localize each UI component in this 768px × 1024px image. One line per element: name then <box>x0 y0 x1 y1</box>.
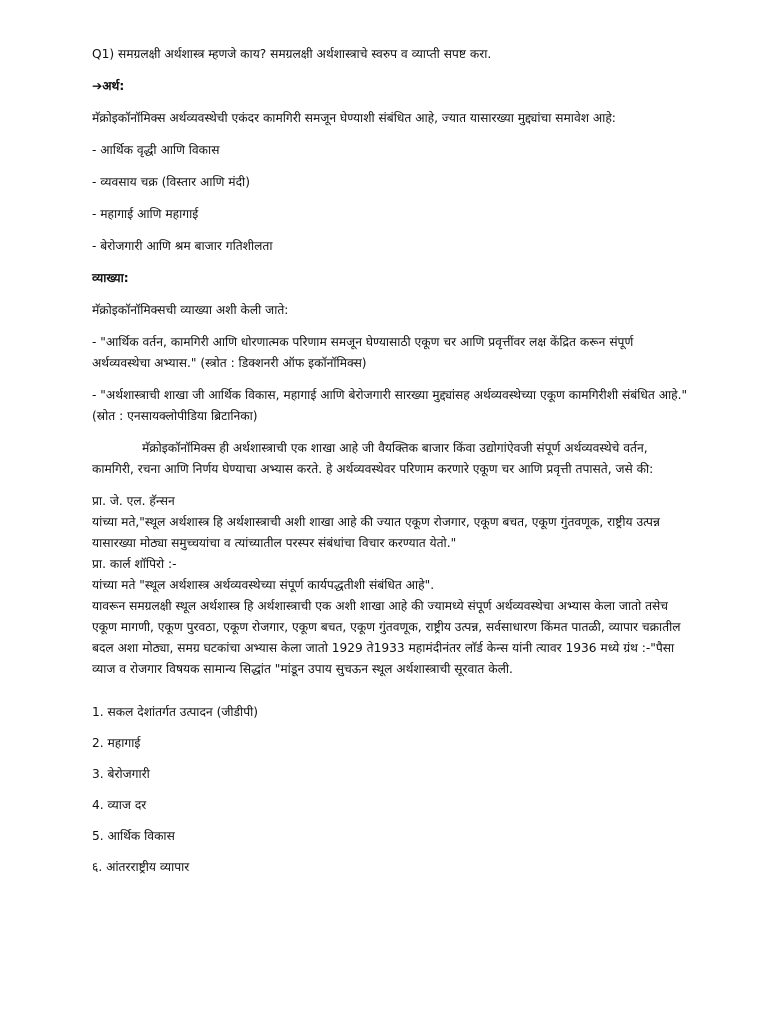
branch-paragraph: मॅक्रोइकॉनॉमिक्स ही अर्थशास्त्राची एक शाखा आहे जी वैयक्तिक बाजार किंवा उद्योगांऐवजी संपूर्ण अर्थव्यवस्थेचे वर्तन, कामगिरी, रचना आणि निर्णय घेण्याचा अभ्यास करते. हे अर्थव्यवस्थेवर परिणाम करणारे एकूण चर आणि प्रवृत्ती तपासते, जसे की: <box>92 441 654 476</box>
list-item: 4. व्याज दर <box>92 798 147 812</box>
shapiro-name: प्रा. कार्ल शॉपिरो :- <box>92 557 177 571</box>
meaning-heading-label: अर्थ: <box>102 79 125 93</box>
hansen-quote: यांच्या मते,"स्थूल अर्थशास्त्र हि अर्थशास्त्राची अशी शाखा आहे की ज्यात एकूण रोजगार, एकूण बचत, एकूण गुंतवणूक, राष्ट्रीय उत्पन्न यासारख्या मोठ्या समुच्चयांचा व त्यांच्यातील परस्पर संबंधांचा विचार करण्यात येतो." <box>92 515 660 550</box>
definition-item: - "अर्थशास्त्राची शाखा जी आर्थिक विकास, महागाई आणि बेरोजगारी सारख्या मुद्द्यांसह अर्थव्यवस्थेच्या एकूण कामगिरीशी संबंधित आहे." (स्रोत : एनसायक्लोपीडिया ब्रिटानिका) <box>92 388 688 423</box>
list-item: ६. आंतरराष्ट्रीय व्यापार <box>92 860 190 874</box>
spacer <box>92 680 688 702</box>
definition-heading: व्याख्या: <box>92 271 129 285</box>
arrow-icon: ➔ <box>92 79 103 93</box>
topic-item: - महागाई आणि महागाई <box>92 207 199 221</box>
topic-item: - बेरोजगारी आणि श्रम बाजार गतिशीलता <box>92 239 273 253</box>
topic-item: - व्यवसाय चक्र (विस्तार आणि मंदी) <box>92 175 250 189</box>
shapiro-quote: यांच्या मते "स्थूल अर्थशास्त्र अर्थव्यवस्थेच्या संपूर्ण कार्यपद्धतीशी संबंधित आहे". <box>92 578 435 592</box>
list-item: 1. सकल देशांतर्गत उत्पादन (जीडीपी) <box>92 705 259 719</box>
list-item: 3. बेरोजगारी <box>92 767 150 781</box>
definition-intro: मॅक्रोइकॉनॉमिक्सची व्याख्या अशी केली जाते: <box>92 303 289 317</box>
topic-item: - आर्थिक वृद्धी आणि विकास <box>92 143 220 157</box>
definition-item: - "आर्थिक वर्तन, कामगिरी आणि धोरणात्मक परिणाम समजून घेण्यासाठी एकूण चर आणि प्रवृत्तींवर लक्ष केंद्रित करून संपूर्ण अर्थव्यवस्थेचा अभ्यास." (स्त्रोत : डिक्शनरी ऑफ इकॉनॉमिक्स) <box>92 335 634 370</box>
hansen-name: प्रा. जे. एल. हॅन्सन <box>92 494 175 508</box>
summary-paragraph: यावरून समग्रलक्षी स्थूल अर्थशास्त्र हि अर्थशास्त्राची एक अशी शाखा आहे की ज्यामध्ये संपूर्ण अर्थव्यवस्थेचा अभ्यास केला जातो तसेच एकूण मागणी, एकूण पुरवठा, एकूण रोजगार, एकूण बचत, एकूण गुंतवणूक, राष्ट्रीय उत्पन्न, सर्वसाधारण किंमत पातळी, व्यापार चक्रातील बदल अशा मोठ्या, समग्र घटकांचा अभ्यास केला जातो 1929 ते1933 महामंदीनंतर लाॅर्ड केन्स यांनी त्यावर 1936 मध्ये ग्रंथ :-"पैसा व्याज व रोजगार विषयक सामान्य सिद्धांत "मांडून उपाय सुचऊन स्थूल अर्थशास्त्राची सूरवात केली. <box>92 599 681 676</box>
intro-paragraph: मॅक्रोइकॉनॉमिक्स अर्थव्यवस्थेची एकंदर कामगिरी समजून घेण्याशी संबंधित आहे, ज्यात यासारख्या मुद्द्यांचा समावेश आहे: <box>92 111 616 125</box>
list-item: 2. महागाई <box>92 736 141 750</box>
meaning-heading <box>92 76 688 97</box>
list-item: 5. आर्थिक विकास <box>92 829 175 843</box>
question-text: Q1) समग्रलक्षी अर्थशास्त्र म्हणजे काय? समग्रलक्षी अर्थशास्त्राचे स्वरुप व व्याप्ती सपष्ट करा. <box>92 47 492 61</box>
